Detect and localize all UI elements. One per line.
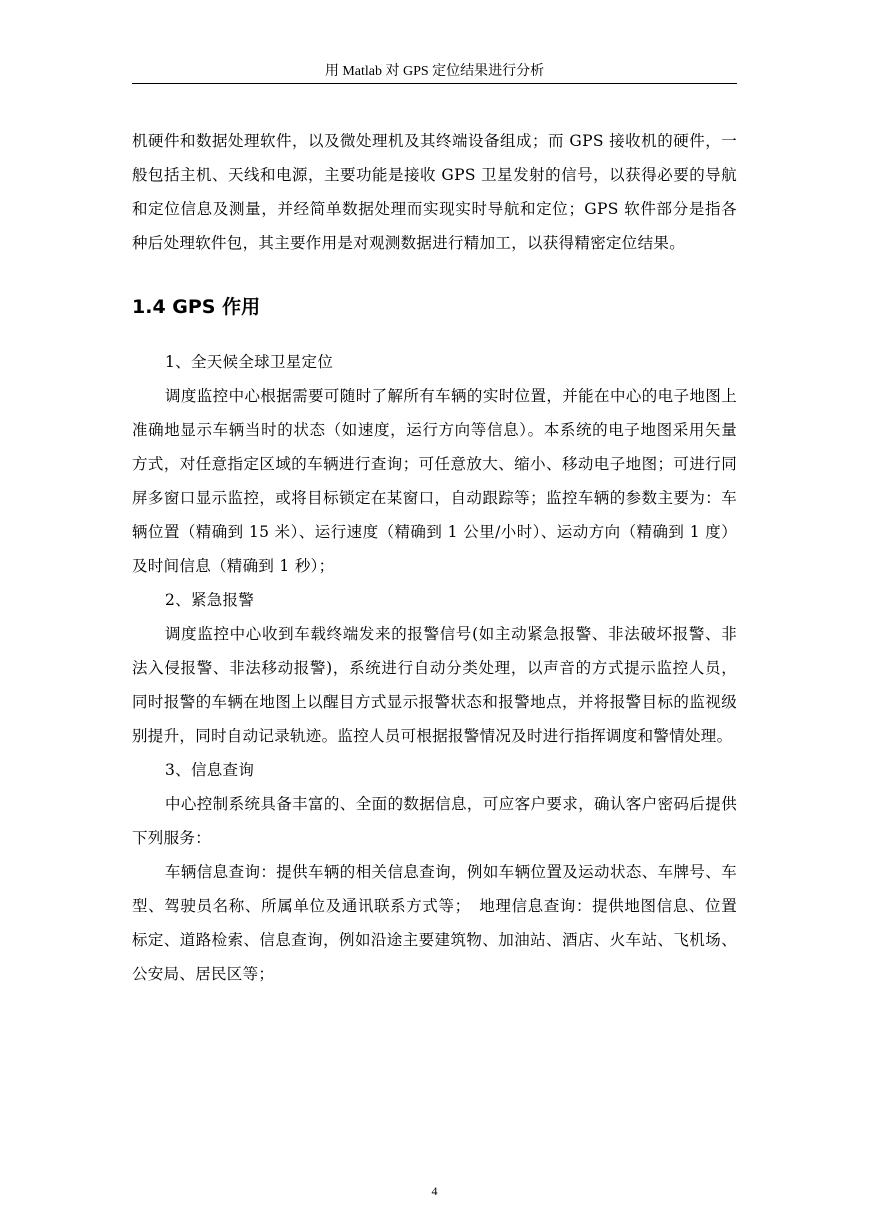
item3-detail: 车辆信息查询：提供车辆的相关信息查询，例如车辆位置及运动状态、车牌号、车型、驾驶员名称、所属单位及通讯联系方式等； 地理信息查询：提供地图信息、位置标定、道路检索、信息查询，例如沿途主要建筑物、加油站、酒店、火车站、飞机场、公安局、居民区等； (132, 863, 737, 983)
item2-body: 调度监控中心收到车载终端发来的报警信号(如主动紧急报警、非法破坏报警、非法入侵报警、非法移动报警)，系统进行自动分类处理，以声音的方式提示监控人员，同时报警的车辆在地图上以醒目方式显示报警状态和报警地点，并将报警目标的监视级别提升，同时自动记录轨迹。监控人员可根据报警情况及时进行指挥调度和警情处理。 (132, 625, 737, 745)
header-divider (132, 83, 737, 84)
running-header: 用 Matlab 对 GPS 定位结果进行分析 (324, 64, 545, 79)
item3-body: 中心控制系统具备丰富的、全面的数据信息，可应客户要求，确认客户密码后提供下列服务： (132, 795, 737, 847)
page-number: 4 (431, 1184, 438, 1198)
document-body (132, 124, 737, 991)
intro-paragraph: 机硬件和数据处理软件，以及微处理机及其终端设备组成；而 GPS 接收机的硬件，一般包括主机、天线和电源，主要功能是接收 GPS 卫星发射的信号，以获得必要的导航和定位信息及测量，并经简单数据处理而实现实时导航和定位；GPS 软件部分是指各种后处理软件包，其主要作用是对观测数据进行精加工，以获得精密定位结果。 (132, 132, 737, 252)
item3-heading: 3、信息查询 (165, 761, 255, 779)
item1-heading: 1、全天候全球卫星定位 (165, 353, 334, 371)
section-title: 1.4 GPS 作用 (132, 296, 261, 318)
item2-heading: 2、紧急报警 (165, 591, 255, 609)
item1-body: 调度监控中心根据需要可随时了解所有车辆的实时位置，并能在中心的电子地图上准确地显示车辆当时的状态（如速度，运行方向等信息）。本系统的电子地图采用矢量方式，对任意指定区域的车辆进行查询；可任意放大、缩小、移动电子地图；可进行同屏多窗口显示监控，或将目标锁定在某窗口，自动跟踪等；监控车辆的参数主要为：车辆位置（精确到 15 米）、运行速度（精确到 1 公里/小时）、运动方向（精确到 1 度）及时间信息（精确到 1 秒）； (132, 387, 737, 575)
